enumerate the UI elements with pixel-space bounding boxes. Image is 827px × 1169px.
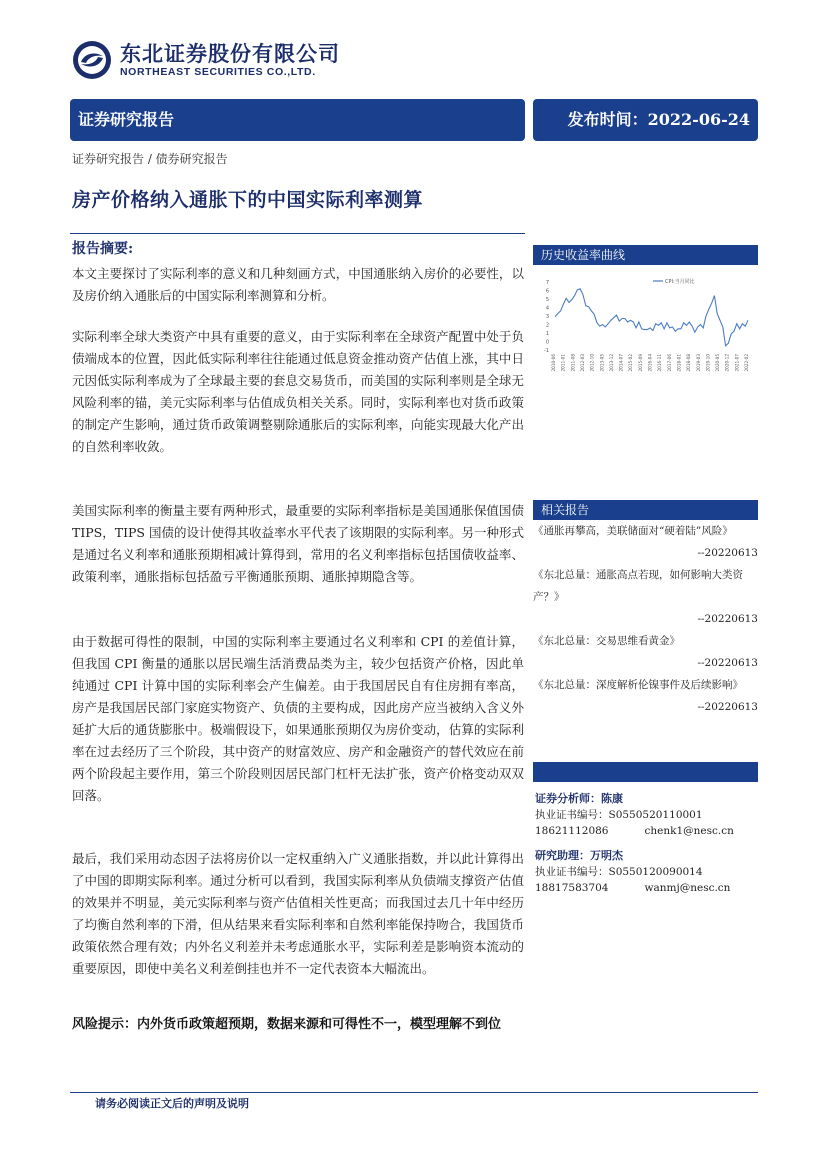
analyst-header <box>533 762 758 782</box>
x-tick-label: 2011-08 <box>570 354 576 372</box>
y-tick-label: -1 <box>544 348 549 354</box>
x-tick-label: 2015-09 <box>637 354 643 372</box>
x-tick-label: 2014-07 <box>618 354 624 372</box>
risk-warning: 风险提示：内外货币政策超预期，数据来源和可得性不一，模型理解不到位 <box>72 1017 502 1032</box>
x-tick-label: 2013-05 <box>599 354 605 372</box>
related-report-date: --20220613 <box>697 613 758 625</box>
related-report-date: --20220613 <box>697 701 758 713</box>
chart-header <box>533 245 758 265</box>
x-tick-label: 2017-06 <box>666 354 672 372</box>
related-reports-list <box>533 520 758 718</box>
x-tick-label: 2020-05 <box>715 354 721 372</box>
x-tick-label: 2021-07 <box>734 354 740 372</box>
y-tick-label: 0 <box>545 339 549 346</box>
chart-header-label: 历史收益率曲线 <box>541 248 626 262</box>
company-name-en: NORTHEAST SECURITIES CO.,LTD. <box>120 66 316 78</box>
report-type: 证券研究报告 <box>78 110 175 129</box>
related-header-label: 相关报告 <box>541 503 590 517</box>
x-tick-label: 2015-02 <box>628 354 634 372</box>
x-tick-label: 2016-04 <box>647 354 653 372</box>
section-divider <box>70 233 525 234</box>
x-tick-label: 2016-11 <box>657 354 663 372</box>
x-tick-label: 2012-10 <box>589 354 595 372</box>
related-report-date: --20220613 <box>697 657 758 669</box>
y-tick-label: 5 <box>545 297 549 303</box>
publish-date: 发布时间：2022-06-24 <box>567 110 750 129</box>
abstract-paragraph: 实际利率全球大类资产中具有重要的意义，由于实际利率在全球资产配置中处于负债端成本的位置，因此低实际利率往往能通过低息资金推动资产估值上涨，其中日元因低实际利率成为了全球最主要的套息交易货币，而美国的实际利率则是全球无风险利率的锚，美元实际利率与估值成负相关关系。同时，实际利率也对货币政策的制定产生影响，通过货币政策调整剔除通胀后的实际利率，向能实现最大化产出的自然利率收敛。 <box>72 329 524 454</box>
chart-svg <box>533 266 758 396</box>
publish-date-banner <box>533 99 758 141</box>
assistant-name: 研究助理：万明杰 <box>535 849 623 862</box>
x-tick-label: 2019-03 <box>695 354 701 372</box>
breadcrumb: 证券研究报告 / 债券研究报告 <box>72 152 228 166</box>
analyst-email[interactable]: chenk1@nesc.cn <box>644 825 734 837</box>
y-tick-label: 7 <box>545 280 549 286</box>
related-report-title[interactable]: 《东北总量：交易思维看黄金》 <box>533 635 680 647</box>
related-report[interactable] <box>533 674 758 718</box>
analyst-contact <box>535 791 757 839</box>
legend-label: CPI:当月同比 <box>665 279 695 285</box>
abstract-heading: 报告摘要: <box>72 241 134 257</box>
related-report-title[interactable]: 《东北总量：通胀高点若现，如何影响大类资产？》 <box>533 569 743 603</box>
x-tick-label: 2018-01 <box>676 354 682 372</box>
y-tick-label: 3 <box>545 314 549 320</box>
y-tick-label: 1 <box>545 331 549 337</box>
x-tick-label: 2018-08 <box>686 354 692 372</box>
analyst-cert: 执业证书编号：S0550520110001 <box>535 809 703 821</box>
abstract-paragraph: 最后，我们采用动态因子法将房价以一定权重纳入广义通胀指数，并以此计算得出了中国的即期实际利率。通过分析可以看到，我国实际利率从负债端支撑资产估值的效果并不明显，美元实际利率与资产估值相关性更高；而我国过去几十年中经历了均衡自然利率的下滑，但从结果来看实际利率和自然利率能保持吻合，我国货币政策依然合理有效；内外名义利差并未考虑通胀水平，实际利差是影响资本流动的重要原因，即使中美名义利差倒挂也并不一定代表资本大幅流出。 <box>72 851 524 976</box>
abstract-paragraph: 美国实际利率的衡量主要有两种形式，最重要的实际利率指标是美国通胀保值国债 TIPS，TIPS 国债的设计使得其收益率水平代表了该期限的实际利率。另一种形式是通过名义利率和通胀预期相减计算得到，常用的名义利率指标包括国债收益率、政策利率，通胀指标包括盈亏平衡通胀预期、通胀掉期隐含等。 <box>72 503 524 584</box>
page-title: 房产价格纳入通胀下的中国实际利率测算 <box>72 189 424 211</box>
footer-disclaimer: 请务必阅读正文后的声明及说明 <box>95 1097 249 1110</box>
related-report-date: --20220613 <box>697 547 758 559</box>
company-name-cn: 东北证券股份有限公司 <box>120 42 340 66</box>
related-report[interactable] <box>533 630 758 674</box>
x-tick-label: 2020-12 <box>724 354 730 372</box>
y-tick-label: 2 <box>545 322 549 329</box>
series-line-cpi <box>555 289 748 346</box>
assistant-phone: 18817583704 <box>535 882 609 894</box>
x-tick-label: 2013-12 <box>608 354 614 372</box>
related-header <box>533 500 758 520</box>
related-report-title[interactable]: 《东北总量：深度解析伦镍事件及后续影响》 <box>533 679 743 691</box>
y-tick-label: 4 <box>545 305 549 312</box>
x-tick-label: 2019-10 <box>705 354 711 372</box>
x-tick-label: 2011-01 <box>560 354 566 372</box>
analyst-phone: 18621112086 <box>535 825 609 837</box>
report-type-banner <box>70 99 525 141</box>
x-tick-label: 2022-02 <box>744 354 749 372</box>
x-tick-label: 2010-06 <box>551 354 556 372</box>
related-report[interactable] <box>533 520 758 564</box>
y-tick-label: 6 <box>545 288 549 295</box>
assistant-cert: 执业证书编号：S0550120090014 <box>535 866 703 878</box>
abstract-paragraph: 本文主要探讨了实际利率的意义和几种刻画方式，中国通胀纳入房价的必要性，以及房价纳入通胀后的中国实际利率测算和分析。 <box>72 266 524 303</box>
assistant-contact <box>535 848 757 896</box>
assistant-email[interactable]: wanmj@nesc.cn <box>644 882 731 894</box>
company-logo <box>72 40 340 80</box>
analyst-name: 证券分析师：陈康 <box>535 792 623 805</box>
x-tick-label: 2012-03 <box>579 354 585 372</box>
footer-divider <box>70 1092 758 1093</box>
abstract-paragraph: 由于数据可得性的限制，中国的实际利率主要通过名义利率和 CPI 的差值计算，但我国 CPI 衡量的通胀以居民端生活消费品类为主，较少包括资产价格，因此单纯通过 CPI 计算中国的实际利率会产生偏差。由于我国居民自有住房拥有率高，房产是我国居民部门家庭实物资产、负债的主要构成，因此房产应当被纳入含义外延扩大后的通货膨胀中。极端假设下，如果通胀预期仅为房价变动，估算的实际利率在过去经历了三个阶段，其中资产的财富效应、房产和金融资产的替代效应在前两个阶段起主要作用，第三个阶段则因居民部门杠杆无法扩张，资产价格变动双双回落。 <box>72 634 524 803</box>
related-report[interactable] <box>533 564 758 630</box>
related-report-title[interactable]: 《通胀再攀高，美联储面对“硬着陆”风险》 <box>533 525 733 537</box>
company-logo-icon <box>72 40 112 80</box>
yield-curve-chart <box>533 266 758 396</box>
